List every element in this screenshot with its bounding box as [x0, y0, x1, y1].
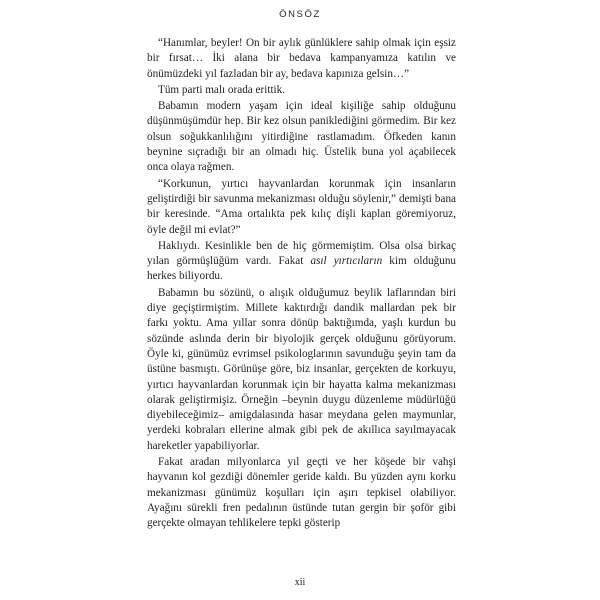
- running-head: ÖNSÖZ: [279, 9, 321, 20]
- paragraph: Fakat aradan milyonlarca yıl geçti ve her köşede bir vahşi hayvanın kol gezdiği dönemler geride kaldı. Bu yüzden aynı korku mekanizması günümüz koşulları için aşırı tepkisel olabiliyor. Ayağını sürekli fren pedalının üstünde tutan gergin bir şoför gibi gerçekte olmayan tehlikelere tepki gösterip: [147, 456, 456, 530]
- paragraph-text: kim olduğunu herkes biliyordu.: [147, 255, 457, 283]
- paragraph-text: Haklıydı. Kesinlikle ben de hiç görmemiştim. Olsa olsa birkaç yılan görmüşlüğüm vardı. Fakat: [147, 239, 456, 268]
- paragraph: “Hanımlar, beyler! On bir aylık günlüklere sahip olmak için eşsiz bir fırsat… İki alana bir bedava kampanyamıza katılın ve önümüzdeki yıl fazladan bir ay, bedava kapınıza gelsin…”: [147, 37, 456, 80]
- paragraph: “Korkunun, yırtıcı hayvanlardan korunmak için insanların geliştirdiği bir savunma mekanizması olduğu söylenir,” demişti bana bir keresinde. “Ama ortalıkta pek kılıç dişli kaplan göremiyoruz, öyle değil mi evlat?”: [147, 177, 456, 236]
- page-number: xii: [294, 577, 306, 588]
- body-text: [147, 36, 456, 532]
- paragraph: Tüm parti malı orada erittik.: [158, 83, 286, 96]
- paragraph: [147, 239, 456, 285]
- paragraph: Babamın bu sözünü, o alışık olduğumuz beylik laflarından biri diye geçiştirmiştim. Millete kaktırdığı dandik mallardan pek bir farkı yoktu. Ama yıllar sonra dönüp baktığımda, yaşlı kurdun bu sözünde aslında derin bir biyolojik gerçek olduğunu görüyorum. Öyle ki, günümüz evrimsel psikologlarının savunduğu şeyin tam da üstüne basmıştı. Görünüşe göre, biz insanlar, gerçekten de korkuyu, yırtıcı hayvanlardan korunmak için bir hayatta kalma mekanizması olarak geliştirmişiz. Örneğin –beynin duygu düzenleme müdürlüğü diyebileceğimiz– amigdalasında hasar meydana gelen maymunlar, yerdeki kobraları ellerine almak gibi pek de akıllıca sayılmayacak hareketler yapabiliyorlar.: [147, 286, 456, 452]
- paragraph: Babamın modern yaşam için ideal kişiliğe sahip olduğunu düşünmüşümdür hep. Bir kez olsun paniklediğini görmedim. Bir kez olsun soğukkanlılığını yitirdiğine rastlamadım. Öfkeden kanın beynine sıçradığı bir an olmadı hiç. Üstelik buna yol açabilecek onca olaya rağmen.: [147, 100, 456, 174]
- italic-phrase: asıl yırtıcıların: [310, 255, 383, 268]
